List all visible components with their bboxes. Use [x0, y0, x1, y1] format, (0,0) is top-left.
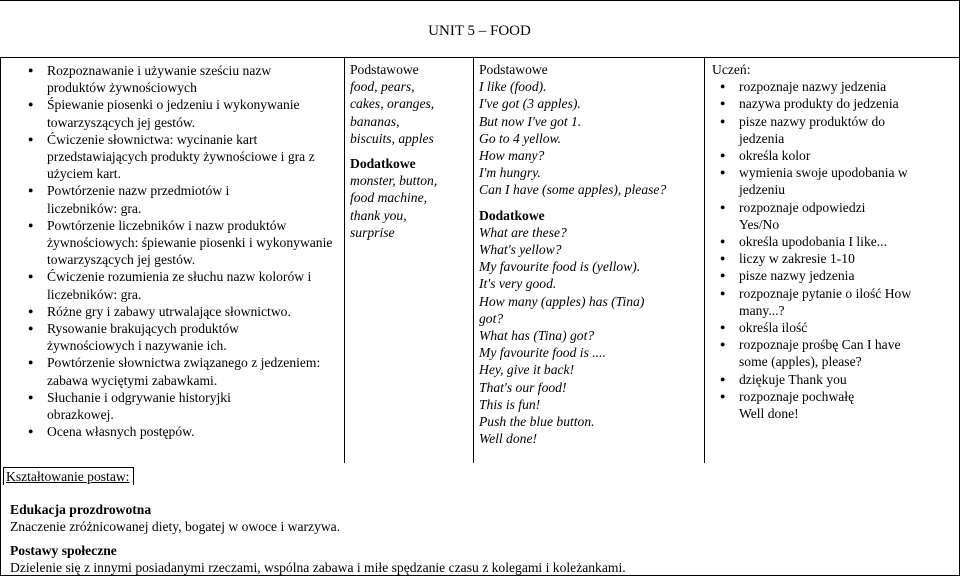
vocab-basic-list	[350, 78, 473, 147]
outcome-item	[712, 336, 956, 370]
structure-line: But now I've got 1.	[479, 113, 582, 129]
title-row	[0, 0, 960, 58]
outcome-item	[712, 113, 956, 147]
activity-item: ● Rysowanie brakujących produktów żywnościowych i nazywanie ich.	[20, 320, 336, 354]
activity-item: ● Śpiewanie piosenki o jedzeniu i wykonywanie towarzyszących jej gestów.	[20, 96, 336, 130]
vocab-line: biscuits, apples	[350, 130, 434, 146]
vocab-basic-heading: Podstawowe	[350, 62, 419, 77]
outcome-text: rozpoznaje pochwałę Well done!	[739, 388, 855, 422]
vocab-line: surprise	[350, 224, 395, 240]
structures-extra-heading: Dodatkowe	[479, 207, 545, 223]
vocab-line: thank you,	[350, 207, 407, 223]
activity-item: ● Powtórzenie liczebników i nazw produktów żywnościowych: śpiewanie piosenki i wykonywanie towarzyszących jej gestów.	[20, 217, 336, 269]
structure-line: What has (Tina) got?	[479, 328, 595, 344]
shaping-heading-box	[3, 467, 134, 485]
structure-line: That's our food!	[479, 379, 567, 395]
outcome-item	[712, 164, 956, 198]
structure-line: Go to 4 yellow.	[479, 130, 562, 146]
outcome-text: określa ilość	[739, 320, 808, 336]
outcome-text: liczy w zakresie 1-10	[739, 251, 855, 267]
activities-column	[0, 57, 345, 463]
structures-extra-list	[479, 224, 704, 448]
activity-item: ● Ćwiczenie słownictwa: wycinanie kart przedstawiających produkty żywnościowe i gra z użyciem kart.	[20, 131, 336, 183]
outcome-text: pisze nazwy jedzenia	[739, 268, 855, 284]
outcome-item	[712, 78, 956, 95]
outcome-item	[712, 233, 956, 250]
outcome-text: rozpoznaje odpowiedzi Yes/No	[739, 199, 866, 232]
outcome-item	[712, 95, 956, 112]
outcome-text: rozpoznaje prośbę Can I have some (apples), please?	[739, 337, 901, 370]
outcome-text: określa kolor	[739, 148, 811, 164]
attitudes-section	[0, 462, 960, 576]
outcome-item	[712, 250, 956, 267]
student-heading: Uczeń:	[712, 62, 751, 77]
structure-line: I'm hungry.	[479, 165, 541, 181]
vocab-line: food machine,	[350, 190, 428, 206]
vocab-line: food, pears,	[350, 79, 415, 95]
activity-item: ● Ocena własnych postępów.	[20, 423, 336, 440]
outcome-text: rozpoznaje nazwy jedzenia	[739, 79, 887, 95]
activity-item: ● Rozpoznawanie i używanie sześciu nazw produktów żywnościowych	[20, 62, 336, 96]
outcome-item	[712, 371, 956, 388]
vocab-line: bananas,	[350, 113, 400, 129]
health-text: Znaczenie zróżnicowanej diety, bogatej w owoce i warzywa.	[10, 519, 341, 535]
structure-line: My favourite food is ....	[479, 345, 606, 361]
health-heading: Edukacja prozdrowotna	[10, 502, 152, 518]
activity-item: ● Ćwiczenie rozumienia ze słuchu nazw kolorów i liczebników: gra.	[20, 268, 336, 302]
structure-line: What's yellow?	[479, 242, 562, 258]
structure-line: Hey, give it back!	[479, 362, 575, 378]
activity-item: ● Słuchanie i odgrywanie historyjki obrazkowej.	[20, 389, 336, 423]
outcome-item	[712, 285, 956, 319]
outcome-text: wymienia swoje upodobania w jedzeniu	[739, 165, 908, 198]
structure-line: This is fun!	[479, 396, 541, 412]
student-column	[704, 57, 960, 463]
structure-line: My favourite food is (yellow).	[479, 259, 641, 275]
outcome-item	[712, 319, 956, 336]
structure-line: Can I have (some apples), please?	[479, 182, 667, 198]
outcome-item	[712, 267, 956, 284]
vocab-extra-list	[350, 172, 473, 241]
outcome-item	[712, 199, 956, 233]
structure-line: It's very good.	[479, 276, 557, 292]
structures-basic-list	[479, 78, 704, 198]
structures-basic-heading: Podstawowe	[479, 62, 548, 77]
vocab-line: cakes, oranges,	[350, 96, 435, 112]
structure-line: What are these?	[479, 224, 567, 240]
outcome-text: rozpoznaje pytanie o ilość How many...?	[739, 285, 912, 318]
vocab-extra-heading: Dodatkowe	[350, 156, 416, 172]
outcome-item	[712, 147, 956, 164]
vocabulary-column	[344, 57, 474, 463]
structure-line: Well done!	[479, 431, 538, 447]
activity-item: ● Powtórzenie słownictwa związanego z jedzeniem: zabawa wyciętymi zabawkami.	[20, 354, 336, 388]
structures-column	[473, 57, 705, 463]
outcome-text: określa upodobania I like...	[739, 234, 887, 250]
activities-list	[20, 62, 336, 440]
outcome-text: nazywa produkty do jedzenia	[739, 96, 899, 112]
structure-line: I like (food).	[479, 79, 547, 95]
structure-line: I've got (3 apples).	[479, 96, 581, 112]
activity-item: ● Powtórzenie nazw przedmiotów i liczebników: gra.	[20, 182, 336, 216]
outcome-item	[712, 388, 956, 422]
structure-line: Push the blue button.	[479, 414, 595, 430]
social-text: Dzielenie się z innymi posiadanymi rzeczami, wspólna zabawa i miłe spędzanie czasu z kolegami i koleżankami.	[10, 559, 626, 575]
structure-line: got?	[479, 310, 504, 326]
structure-line: How many?	[479, 148, 545, 164]
outcome-text: dziękuje Thank you	[739, 371, 847, 387]
social-heading: Postawy społeczne	[10, 542, 117, 558]
structure-line: How many (apples) has (Tina)	[479, 293, 645, 309]
vocab-line: monster, button,	[350, 173, 438, 189]
activity-item: ● Różne gry i zabawy utrwalające słownictwo.	[20, 303, 336, 320]
outcome-text: pisze nazwy produktów do jedzenia	[739, 113, 886, 146]
unit-title: UNIT 5 – FOOD	[428, 23, 531, 39]
student-outcomes-list	[712, 78, 956, 422]
shaping-heading: Kształtowanie postaw:	[6, 469, 130, 484]
